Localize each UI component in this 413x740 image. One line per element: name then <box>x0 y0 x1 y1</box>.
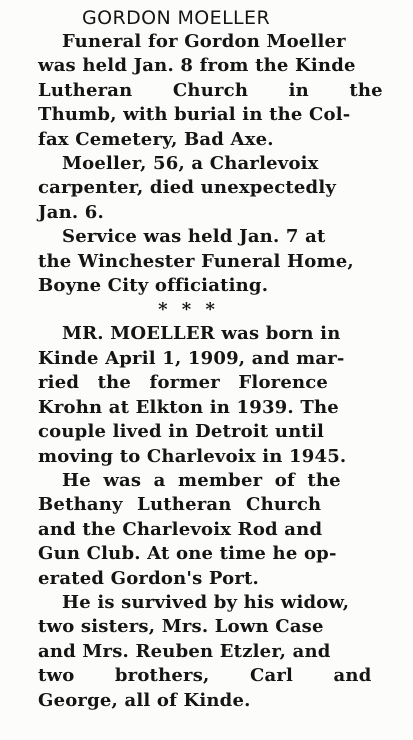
text-line: He is survived by his widow, <box>62 591 350 613</box>
text-line: MR. MOELLER was born in <box>62 323 341 345</box>
text-line: ried the former Florence <box>38 372 329 394</box>
text-line: two brothers, Carl and <box>38 665 372 687</box>
text-line: George, all of Kinde. <box>38 689 251 711</box>
text-line: Service was held Jan. 7 at <box>62 226 326 248</box>
text-line: Boyne City officiating. <box>38 275 269 297</box>
paragraph-memberships <box>38 469 399 591</box>
text-line: moving to Charlevoix in 1945. <box>38 445 347 467</box>
text-line: He was a member of the <box>62 469 341 491</box>
separator-stars: * * * <box>158 299 219 321</box>
paragraph-death <box>38 152 399 225</box>
text-line: and Mrs. Reuben Etzler, and <box>38 640 331 662</box>
text-line: couple lived in Detroit until <box>38 421 325 443</box>
text-line: Krohn at Elkton in 1939. The <box>38 396 339 418</box>
text-line: Funeral for Gordon Moeller <box>62 31 346 52</box>
text-line: Bethany Lutheran Church <box>38 494 322 516</box>
text-line: and the Charlevoix Rod and <box>38 518 323 540</box>
text-line: Kinde April 1, 1909, and mar- <box>38 347 345 369</box>
text-line: Jan. 6. <box>38 201 104 223</box>
paragraph-service <box>38 225 399 298</box>
text-line: the Winchester Funeral Home, <box>38 250 354 272</box>
obituary-heading: GORDON MOELLER <box>82 7 271 29</box>
text-line: Gun Club. At one time he op- <box>38 543 337 565</box>
text-line: fax Cemetery, Bad Axe. <box>38 128 274 150</box>
text-line: was held Jan. 8 from the Kinde <box>38 55 356 77</box>
paragraph-biography <box>38 322 399 468</box>
text-line: Moeller, 56, a Charlevoix <box>62 153 319 175</box>
text-line: carpenter, died unexpectedly <box>38 177 337 199</box>
paragraph-survivors <box>38 591 399 713</box>
text-line: two sisters, Mrs. Lown Case <box>38 616 324 638</box>
text-line: Thumb, with burial in the Col- <box>38 104 351 126</box>
text-line: Lutheran Church in the <box>38 79 383 101</box>
paragraph-funeral <box>38 30 399 152</box>
text-line: erated Gordon's Port. <box>38 567 259 589</box>
